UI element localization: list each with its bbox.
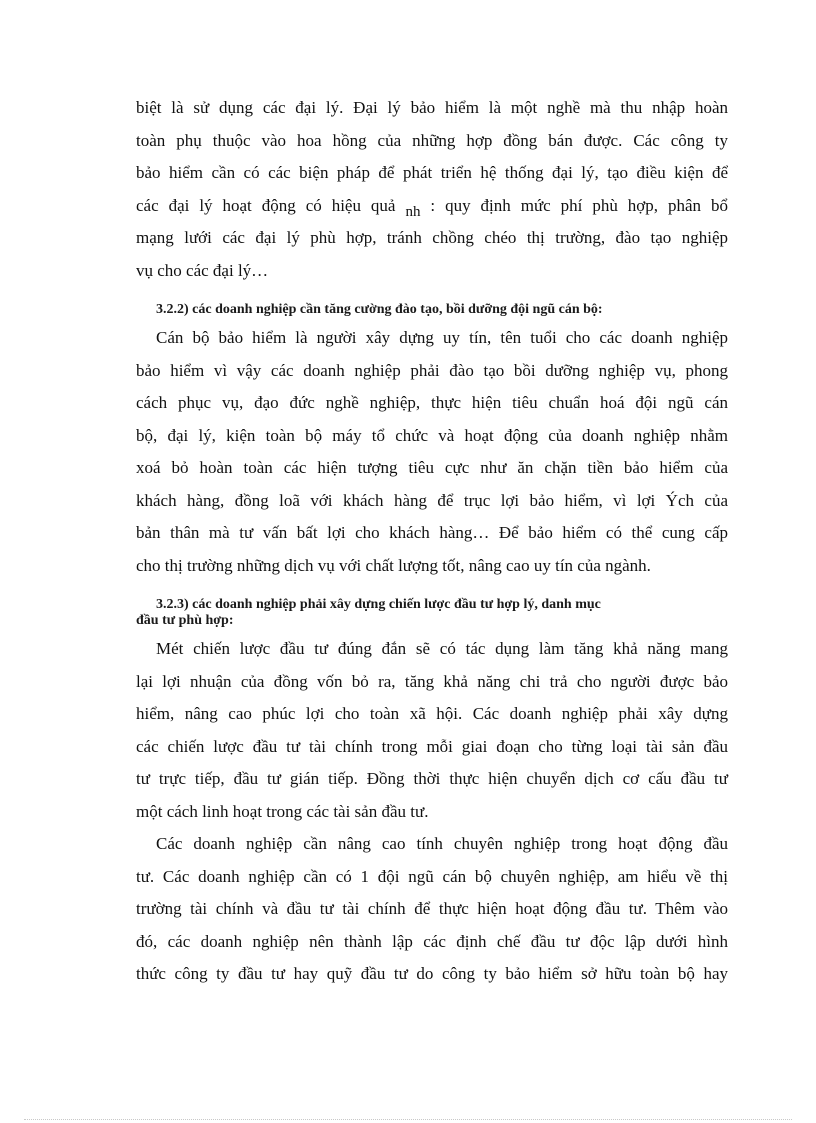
text-line: lại lợi nhuận của đồng vốn bỏ ra, tăng khả năng chi trả cho người được bảo xyxy=(136,671,728,691)
text-line: toàn phụ thuộc vào hoa hồng của những hợp đồng bán được. Các công ty xyxy=(136,130,728,150)
paragraph-agents xyxy=(136,92,728,287)
text-line-with-subscript xyxy=(136,190,728,223)
text-segment: : quy định mức phí phù hợp, phân bổ xyxy=(420,195,729,215)
text-line: bộ, đại lý, kiện toàn bộ máy tổ chức và hoạt động của doanh nghiệp nhằm xyxy=(136,425,728,445)
text-line: một cách linh hoạt trong các tài sản đầu tư. xyxy=(136,801,429,821)
paragraph-staff-training xyxy=(136,322,728,582)
text-line: Cán bộ bảo hiểm là người xây dựng uy tín, tên tuổi cho các doanh nghiệp xyxy=(156,328,728,347)
section-heading-continued: đầu tư phù hợp: xyxy=(136,613,234,628)
text-line: biệt là sử dụng các đại lý. Đại lý bảo hiểm là một nghề mà thu nhập hoàn xyxy=(136,98,728,117)
subscript-text: nh xyxy=(405,203,421,220)
spacer xyxy=(136,582,728,597)
text-line: cách phục vụ, đạo đức nghề nghiệp, thực hiện tiêu chuẩn hoá đội ngũ cán xyxy=(136,393,728,412)
text-line: bảo hiểm cần có các biện pháp để phát triển hệ thống đại lý, tạo điều kiện để xyxy=(136,163,728,182)
text-segment: các đại lý hoạt động có hiệu quả xyxy=(136,195,396,215)
spacer xyxy=(136,287,728,302)
page-bottom-divider xyxy=(24,1119,792,1120)
text-line: tư trực tiếp, đầu tư gián tiếp. Đồng thời thực hiện chuyển dịch cơ cấu đầu tư xyxy=(136,769,728,788)
section-heading: 3.2.2) các doanh nghiệp cần tăng cường đào tạo, bồi dưỡng đội ngũ cán bộ: xyxy=(156,302,603,317)
text-line: hiểm, nâng cao phúc lợi cho toàn xã hội. Các doanh nghiệp phải xây dựng xyxy=(136,704,728,723)
text-line: khách hàng, đồng loã với khách hàng để trục lợi bảo hiểm, vì lợi Ých của xyxy=(136,490,728,510)
text-line: Các doanh nghiệp cần nâng cao tính chuyên nghiệp trong hoạt động đầu xyxy=(156,834,728,853)
text-line: xoá bỏ hoàn toàn các hiện tượng tiêu cực như ăn chặn tiền bảo hiểm của xyxy=(136,458,728,477)
text-line: vụ cho các đại lý… xyxy=(136,260,269,280)
text-line: trường tài chính và đầu tư tài chính để thực hiện hoạt động đầu tư. Thêm vào xyxy=(136,899,728,918)
text-line: mạng lưới các đại lý phù hợp, tránh chồng chéo thị trường, đào tạo nghiệp xyxy=(136,228,728,247)
paragraph-investment-strategy xyxy=(136,633,728,828)
section-heading: 3.2.3) các doanh nghiệp phải xây dựng chiến lược đầu tư hợp lý, danh mục xyxy=(156,597,601,612)
text-line: đó, các doanh nghiệp nên thành lập các định chế đầu tư độc lập dưới hình xyxy=(136,931,728,951)
document-page xyxy=(136,92,728,991)
text-line: tư. Các doanh nghiệp cần có 1 đội ngũ cán bộ chuyên nghiệp, am hiểu về thị xyxy=(136,866,728,886)
paragraph-professional-investment xyxy=(136,828,728,991)
text-line: bảo hiểm vì vậy các doanh nghiệp phải đào tạo bồi dưỡng nghiệp vụ, phong xyxy=(136,360,728,380)
text-line: Mét chiến lược đầu tư đúng đắn sẽ có tác dụng làm tăng khả năng mang xyxy=(156,639,728,658)
text-line: cho thị trường những dịch vụ với chất lượng tốt, nâng cao uy tín của ngành. xyxy=(136,555,651,575)
text-line: các chiến lược đầu tư tài chính trong mỗi giai đoạn cho từng loại tài sản đầu xyxy=(136,736,728,756)
text-line: thức công ty đầu tư hay quỹ đầu tư do công ty bảo hiểm sở hữu toàn bộ hay xyxy=(136,964,728,983)
text-line: bản thân mà tư vấn bất lợi cho khách hàng… Để bảo hiểm có thể cung cấp xyxy=(136,523,728,542)
